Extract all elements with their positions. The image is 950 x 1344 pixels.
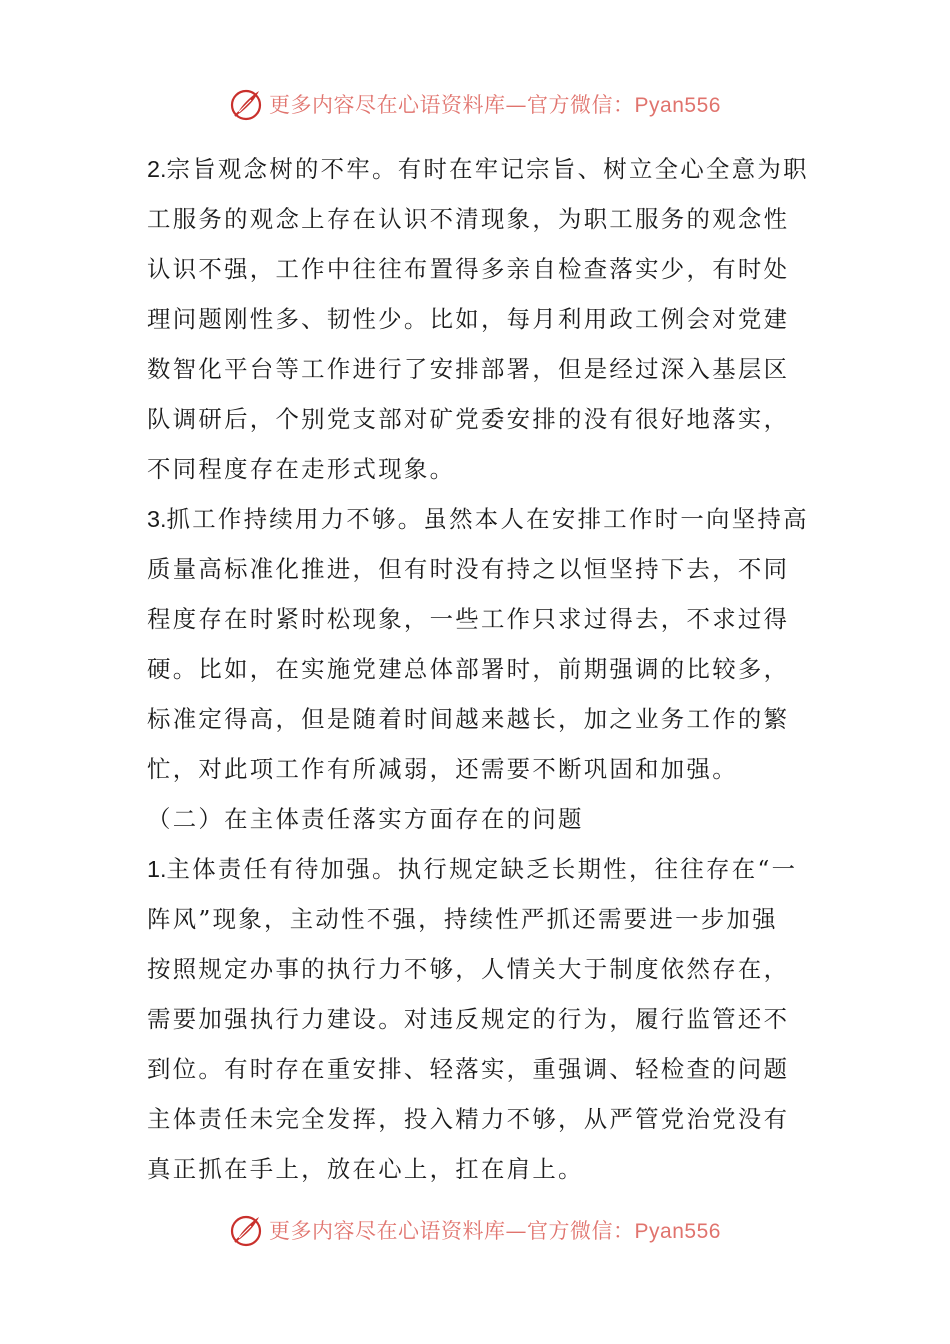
document-body <box>147 144 807 1194</box>
line-text: 需要加强执行力建设。对违反规定的行为，履行监管还不 <box>147 1005 790 1033</box>
footer-banner-text: 更多内容尽在心语资料库—官方微信：Pyan556 <box>269 1219 721 1243</box>
text-line <box>147 394 807 444</box>
line-text: 真正抓在手上，放在心上，扛在肩上。 <box>147 1155 584 1183</box>
line-text: 按照规定办事的执行力不够，人情关大于制度依然存在， <box>147 955 790 983</box>
line-text: 队调研后，个别党支部对矿党委安排的没有很好地落实， <box>147 405 790 433</box>
text-line <box>147 894 807 944</box>
text-line <box>147 444 807 494</box>
text-line <box>147 744 807 794</box>
text-line <box>147 344 807 394</box>
line-text: 程度存在时紧时松现象，一些工作只求过得去，不求过得 <box>147 605 790 633</box>
text-line <box>147 1094 807 1144</box>
text-line <box>147 1044 807 1094</box>
text-line <box>147 544 807 594</box>
text-line <box>147 794 807 844</box>
line-text: 主体责任有待加强。执行规定缺乏长期性，往往存在“一 <box>166 855 798 883</box>
text-line <box>147 294 807 344</box>
line-text: 宗旨观念树的不牢。有时在牢记宗旨、树立全心全意为职 <box>166 155 809 183</box>
text-line <box>147 694 807 744</box>
line-text: 数智化平台等工作进行了安排部署，但是经过深入基层区 <box>147 355 790 383</box>
item-number: 2. <box>147 156 167 182</box>
line-text: 阵风”现象，主动性不强，持续性严抓还需要进一步加强 <box>147 905 778 933</box>
header-banner-text: 更多内容尽在心语资料库—官方微信：Pyan556 <box>269 93 721 117</box>
line-text: 主体责任未完全发挥，投入精力不够，从严管党治党没有 <box>147 1105 790 1133</box>
line-text: 抓工作持续用力不够。虽然本人在安排工作时一向坚持高 <box>166 505 809 533</box>
text-line <box>147 944 807 994</box>
header-wechat-id: Pyan556 <box>634 94 721 117</box>
text-line <box>147 194 807 244</box>
line-text: 理问题刚性多、韧性少。比如，每月利用政工例会对党建 <box>147 305 790 333</box>
footer-banner <box>0 1208 950 1252</box>
line-text: 认识不强，工作中往往布置得多亲自检查落实少，有时处 <box>147 255 790 283</box>
line-text: 工服务的观念上存在认识不清现象，为职工服务的观念性 <box>147 205 790 233</box>
line-text: 质量高标准化推进，但有时没有持之以恒坚持下去，不同 <box>147 555 790 583</box>
line-text: 到位。有时存在重安排、轻落实，重强调、轻检查的问题 <box>147 1055 790 1083</box>
text-line <box>147 994 807 1044</box>
line-text: 硬。比如，在实施党建总体部署时，前期强调的比较多， <box>147 655 790 683</box>
text-line <box>147 1144 807 1194</box>
item-number: 1. <box>147 856 167 882</box>
text-line <box>147 494 807 544</box>
line-text: （二）在主体责任落实方面存在的问题 <box>147 805 584 833</box>
line-text: 忙，对此项工作有所减弱，还需要不断巩固和加强。 <box>147 755 738 783</box>
footer-wechat-id: Pyan556 <box>634 1220 721 1243</box>
text-line <box>147 644 807 694</box>
text-line <box>147 594 807 644</box>
line-text: 不同程度存在走形式现象。 <box>147 455 456 483</box>
text-line <box>147 244 807 294</box>
item-number: 3. <box>147 506 167 532</box>
quill-logo-icon <box>229 87 263 121</box>
header-banner <box>0 82 950 126</box>
text-line <box>147 144 807 194</box>
line-text: 标准定得高，但是随着时间越来越长，加之业务工作的繁 <box>147 705 790 733</box>
text-line <box>147 844 807 894</box>
quill-logo-icon <box>229 1213 263 1247</box>
